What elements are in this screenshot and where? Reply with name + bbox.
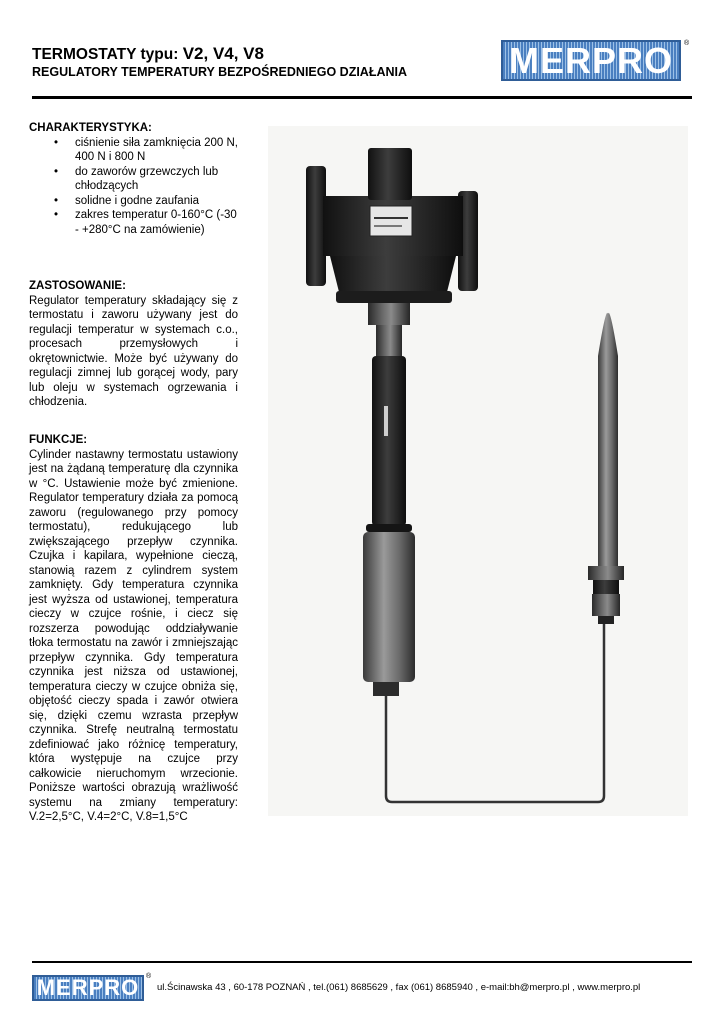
header-divider xyxy=(32,96,692,99)
functions-section xyxy=(29,433,238,825)
characteristics-section xyxy=(29,121,238,237)
list-item: • do zaworów grzewczych lub chłodzących xyxy=(29,165,238,194)
merpro-logo-footer xyxy=(32,975,144,1001)
merpro-logo xyxy=(501,40,681,81)
logo-text: MERPRO xyxy=(508,39,673,81)
application-text: Regulator temperatury składający się z termostatu i zaworu używany jest do regulacji temperatur w systemach c.o., procesach przemysłowych i okrętownictwie. Może być używany do regulacji zimnej lub gorącej wody, pary lub oleju w systemach ogrzewania i chłodzenia. xyxy=(29,294,238,408)
valve-body xyxy=(306,148,478,365)
page-subtitle: REGULATORY TEMPERATURY BEZPOŚREDNIEGO DZIAŁANIA xyxy=(32,65,408,79)
functions-heading: FUNKCJE: xyxy=(29,434,88,446)
list-item: • zakres temperatur 0-160°C (-30 - +280°C na zamówienie) xyxy=(29,208,238,237)
functions-text: Cylinder nastawny termostatu ustawiony jest na żądaną temperaturę dla czynnika w °C. Ustawienie może być zmienione. Regulator temperatury działa za pomocą zaworu (regulowanego przy pomocy termostatu), redukującego lub zwiększającego przepływ czynnika. Czujka i kapilara, wypełnione cieczą, stanowią razem z cylindrem system zamknięty. Gdy temperatura czynnika jest wyższa od ustawionej, temperatura cieczy w czujce rośnie, i ciecz się rozszerza powodując oddziaływanie tłoka termostatu na zawór i zmniejszając przepływ czynnika. Gdy temperatura czynnika jest niższa od ustawionej, temperatura cieczy w czujce obniża się, objętość cieczy spada i zawór otwiera się, dzięki czemu wzrasta przepływ czynnika. Strefę neutralną termostatu zdefiniować jako różnicę temperatury, która występuje na czujce przy całkowicie nieruchomym wrzecionie. Poniższe wartości obrazują wrażliwość systemu na zmiany temperatury: V.2=2,5°C, V.4=2°C, V.8=1,5°C xyxy=(29,448,238,823)
capillary-tube xyxy=(386,621,604,802)
registered-mark: ® xyxy=(146,973,152,980)
logo-text: MERPRO xyxy=(36,975,140,1000)
page-title xyxy=(32,44,264,64)
thermostat-cylinder xyxy=(363,356,415,696)
list-item: • solidne i godne zaufania xyxy=(29,194,238,209)
title-prefix: TERMOSTATY typu: xyxy=(32,46,179,63)
characteristics-heading: CHARAKTERYSTYKA: xyxy=(29,122,152,134)
application-heading: ZASTOSOWANIE: xyxy=(29,280,126,292)
product-photo xyxy=(268,126,688,816)
footer-contact: ul.Ścinawska 43 , 60-178 POZNAŃ , tel.(061) 8685629 , fax (061) 8685940 , e-mail:bh@merpro.pl , www.merpro.pl xyxy=(157,982,641,993)
characteristics-list xyxy=(29,136,238,238)
registered-mark: ® xyxy=(684,40,690,47)
application-section xyxy=(29,279,238,410)
title-models: V2, V4, V8 xyxy=(182,44,264,63)
footer-divider xyxy=(32,961,692,963)
temperature-sensor xyxy=(588,313,624,624)
list-item: • ciśnienie siła zamknięcia 200 N, 400 N i 800 N xyxy=(29,136,238,165)
